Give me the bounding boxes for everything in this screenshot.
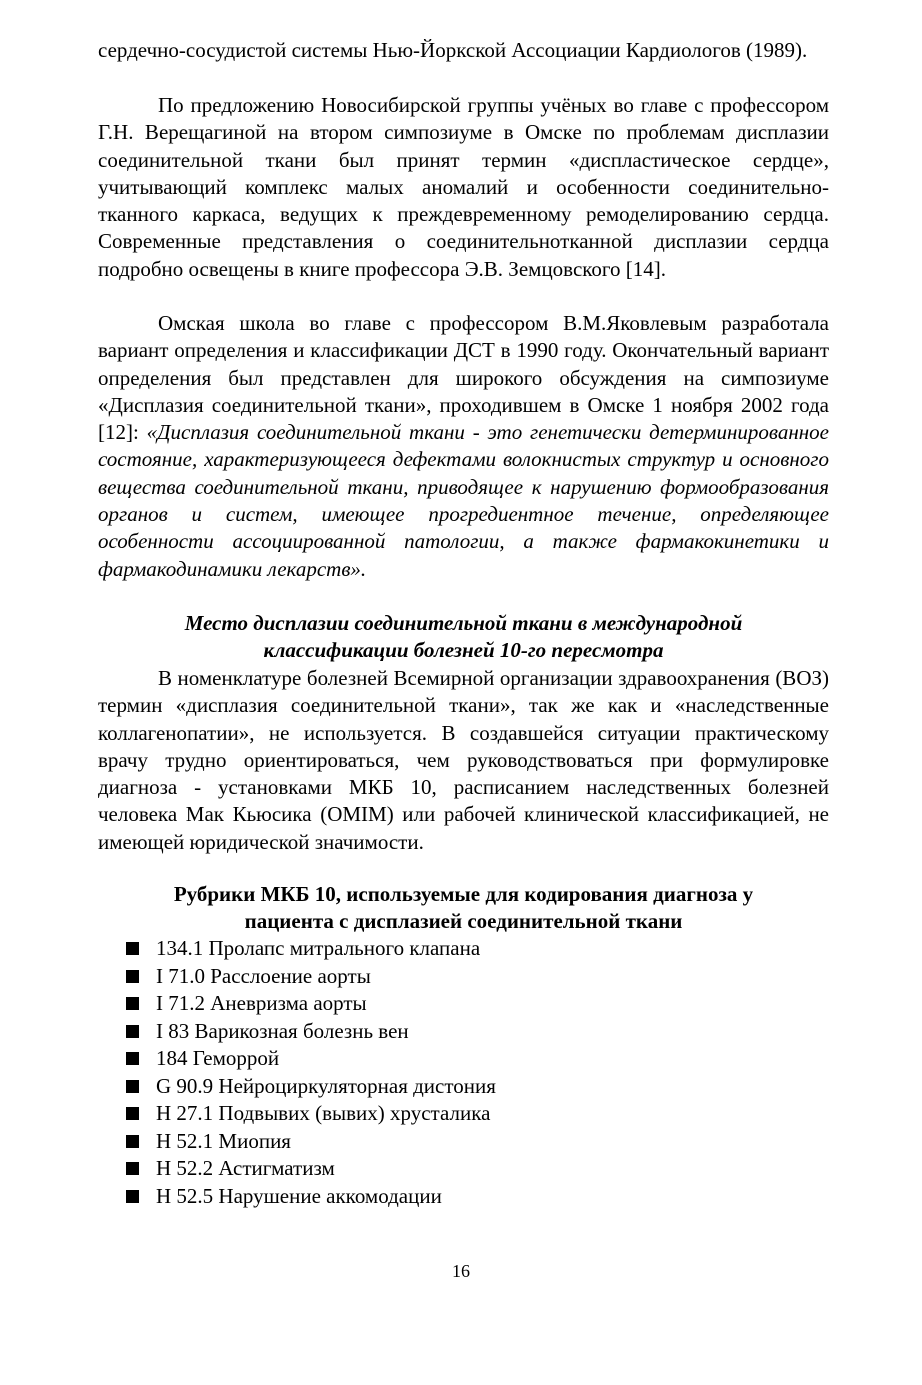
list-item: Н 27.1 Подвывих (вывих) хрусталика [126,1100,496,1128]
paragraph-2: По предложению Новосибирской группы учёных во главе с профессором Г.Н. Верещагиной на втором симпозиуме в Омске по проблемам дисплазии соединительной ткани был принят термин «диспластическое сердце», учитывающий комплекс малых аномалий и особенности соединительно-тканного каркаса, ведущих к преждевременному ремоделированию сердца. Современные представления о соединительнотканной дисплазии сердца подробно освещены в книге профессора Э.В. Земцовского [14]. [98,93,829,281]
list-item: G 90.9 Нейроциркуляторная дистония [126,1073,496,1101]
square-bullet-icon [126,1107,139,1120]
square-bullet-icon [126,942,139,955]
list-item: I 71.0 Расслоение аорты [126,963,496,991]
section-heading-icd-place [98,610,829,665]
square-bullet-icon [126,997,139,1010]
square-bullet-icon [126,1052,139,1065]
list-item: 184 Геморрой [126,1045,496,1073]
heading-line: Место дисплазии соединительной ткани в международной [184,611,743,635]
list-item: I 83 Варикозная болезнь вен [126,1018,496,1046]
square-bullet-icon [126,1080,139,1093]
dst-definition-quote: «Дисплазия соединительной ткани - это генетически детерминированное состояние, характеризующееся дефектами волокнистых структур и основного вещества соединительной ткани, приводящее к нарушению формообразования органов и систем, имеющее прогредиентное течение, определяющее особенности ассоциированной патологии, а также фармакокинетики и фармакодинамики лекарств». [98,420,829,581]
list-item: Н 52.5 Нарушение аккомодации [126,1183,496,1211]
list-item: 134.1 Пролапс митрального клапана [126,935,496,963]
paragraph-3 [98,310,829,583]
list-item: I 71.2 Аневризма аорты [126,990,496,1018]
section-heading-icd-rubrics [98,881,829,936]
page-number: 16 [452,1261,470,1281]
square-bullet-icon [126,1025,139,1038]
square-bullet-icon [126,1190,139,1203]
icd-code-list [126,935,496,1210]
list-item: Н 52.1 Миопия [126,1128,496,1156]
heading-line: классификации болезней 10-го пересмотра [263,638,664,663]
square-bullet-icon [126,1135,139,1148]
square-bullet-icon [126,1162,139,1175]
list-item: Н 52.2 Астигматизм [126,1155,496,1183]
paragraph-4: В номенклатуре болезней Всемирной организации здравоохранения (ВОЗ) термин «дисплазия соединительной ткани», так же как и «наследственные коллагенопатии», не используется. В создавшейся ситуации практическому врачу трудно ориентироваться, чем руководствоваться при формулировке диагноза - установками МКБ 10, расписанием наследственных болезней человека Мак Кьюсика (OMIM) или рабочей клинической классификацией, не имеющей юридической значимости. [98,666,829,854]
paragraph-1: сердечно-сосудистой системы Нью-Йоркской Ассоциации Кардиологов (1989). [98,38,808,62]
paragraph-3-text: Омская школа во главе с профессором В.М.Яковлевым разработала вариант определения и классификации ДСТ в 1990 году. Окончательный вариант определения был представлен для широкого обсуждения на симпозиуме «Дисплазия соединительной ткани», проходившем в Омске 1 ноября 2002 года [12]: [98,311,829,445]
square-bullet-icon [126,970,139,983]
heading-line: пациента с дисплазией соединительной ткани [244,909,683,934]
heading-line: Рубрики МКБ 10, используемые для кодирования диагноза у [173,882,754,906]
